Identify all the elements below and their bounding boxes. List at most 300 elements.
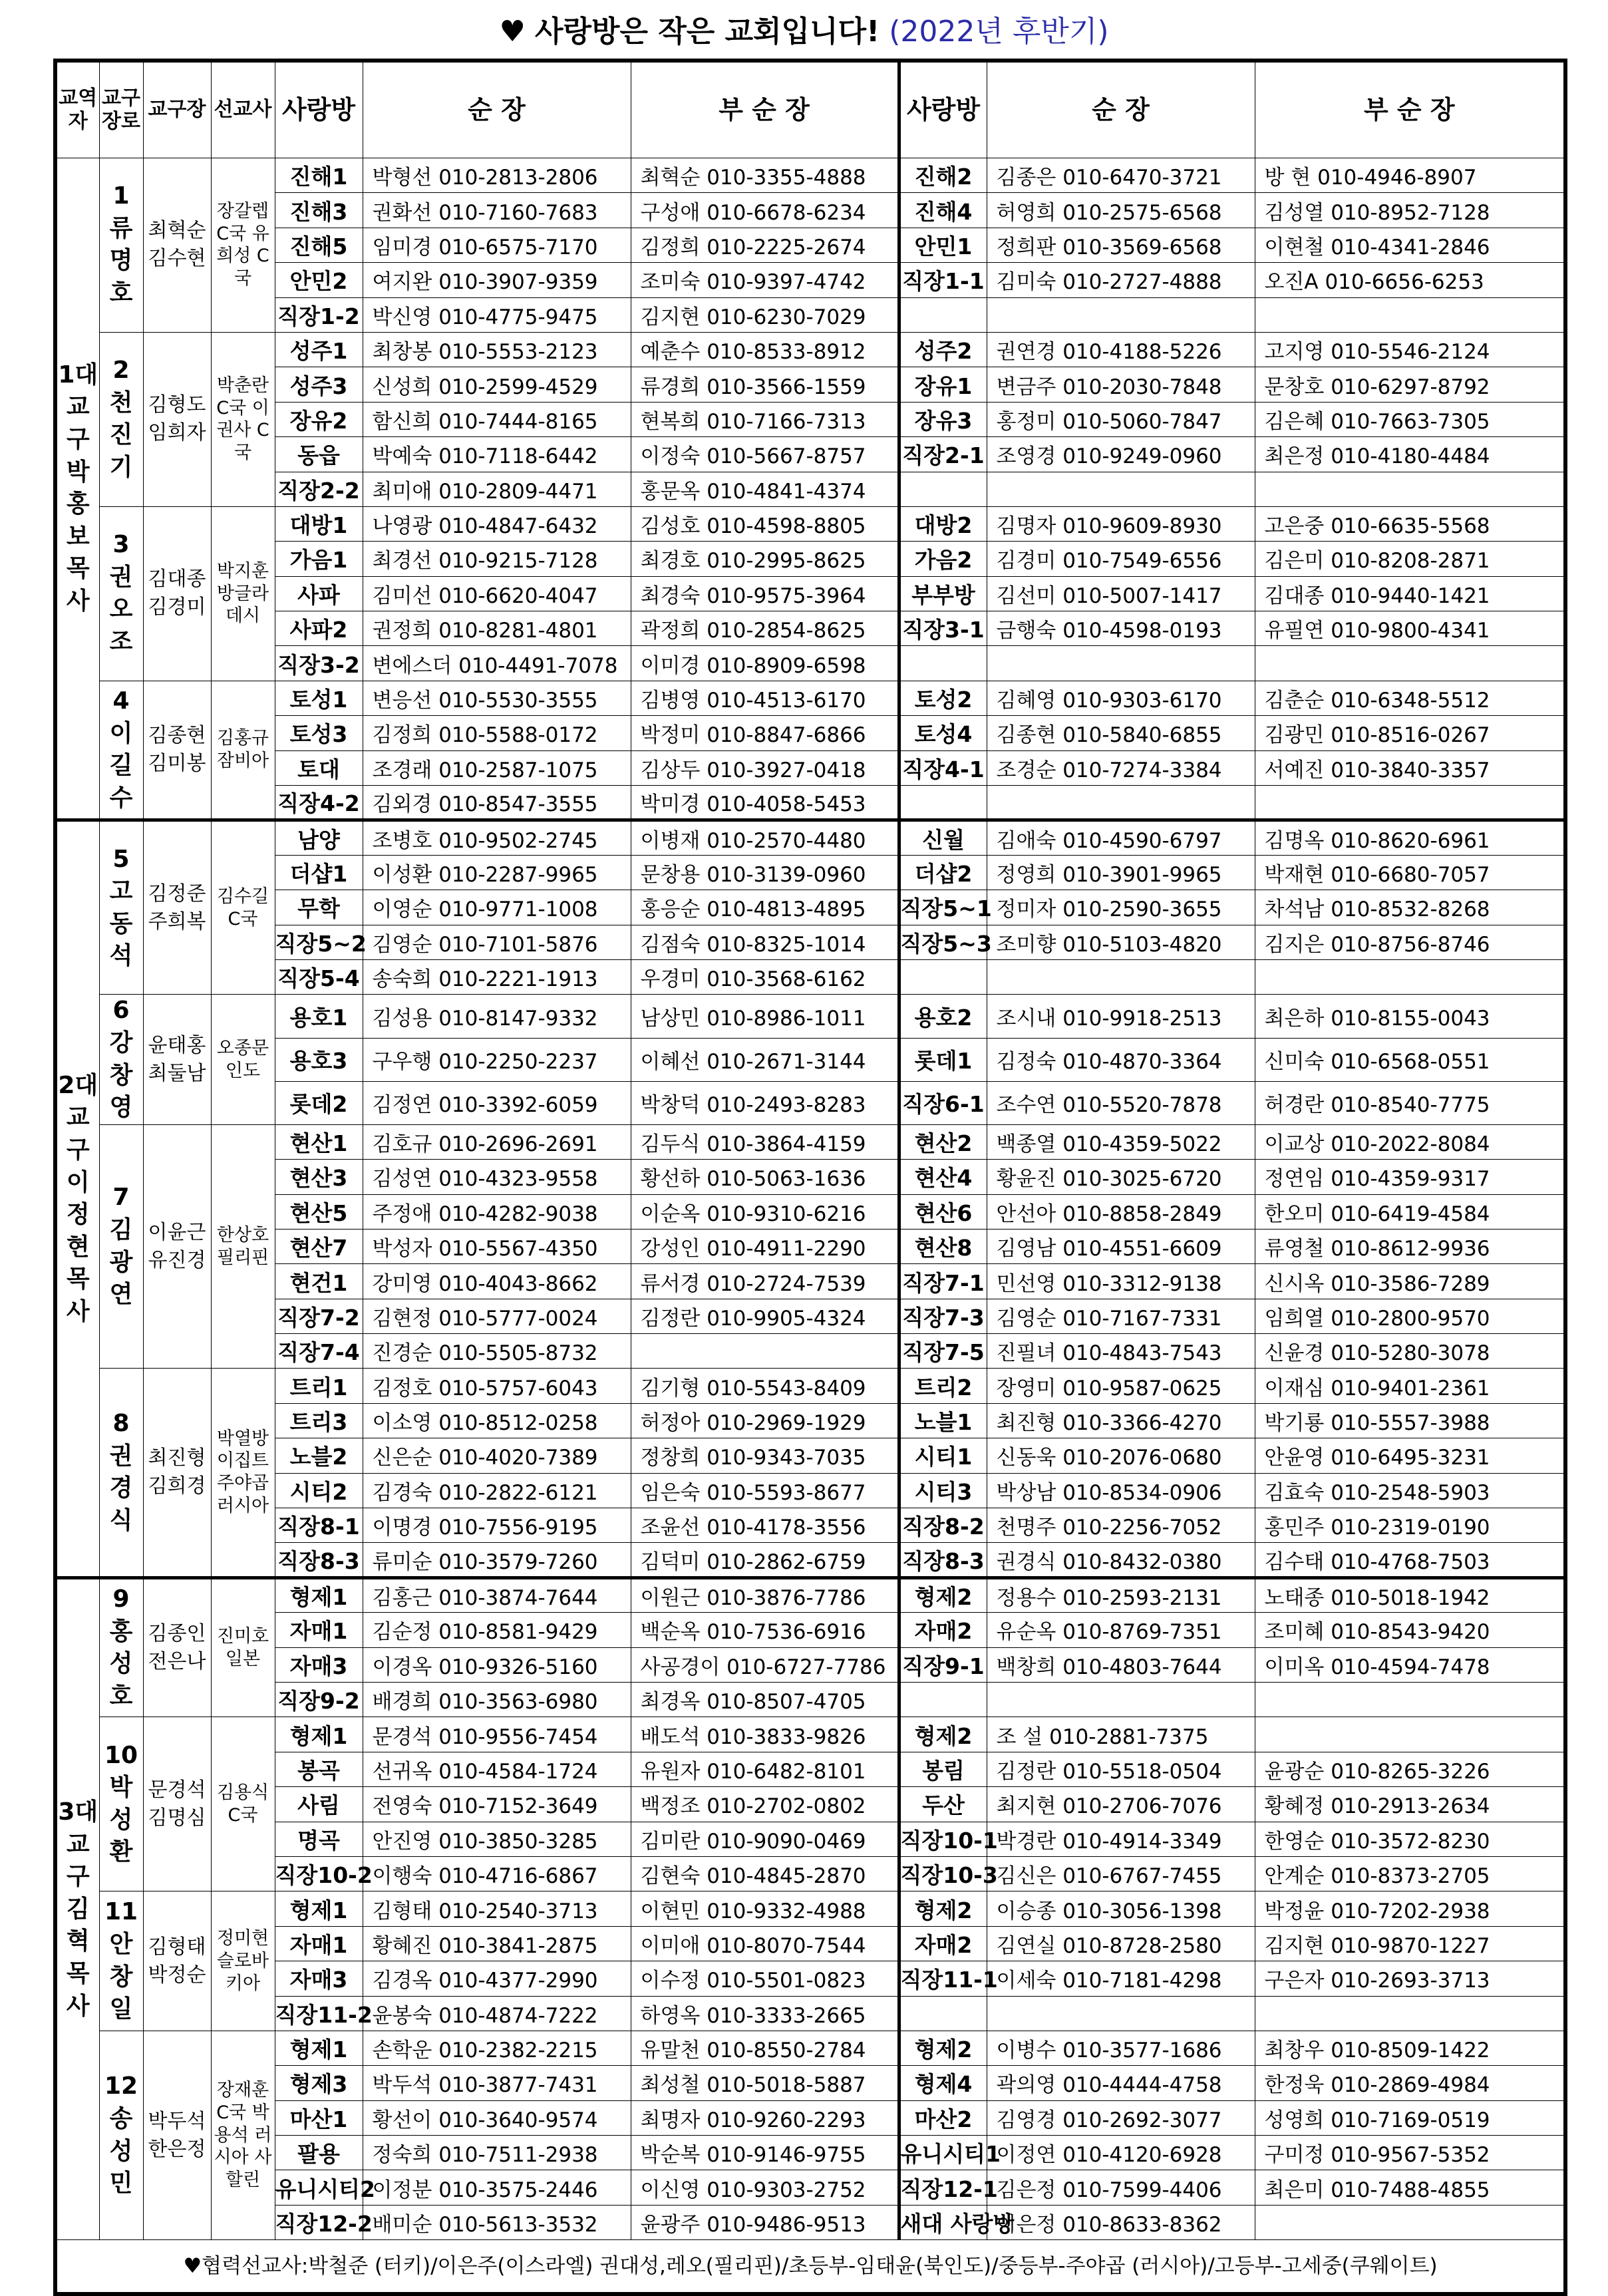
assistant-cell: 김두식 010-3864-4159 — [631, 1124, 899, 1159]
directory-body — [55, 158, 1565, 2240]
leader-cell: 이소영 010-8512-0258 — [363, 1403, 631, 1438]
table-row — [55, 995, 1565, 1038]
leader-cell: 배미순 010-5613-3532 — [363, 2205, 631, 2239]
leader-cell: 천명주 010-2256-7052 — [987, 1508, 1255, 1543]
group-name-cell: 직장4-2 — [275, 786, 363, 820]
assistant-cell: 김광민 010-8516-0267 — [1255, 716, 1565, 750]
assistant-cell: 박창덕 010-2493-8283 — [631, 1081, 899, 1124]
group-name-cell: 직장2-2 — [275, 472, 363, 506]
group-name-cell: 형제1 — [275, 1717, 363, 1752]
assistant-cell: 김지은 010-8756-8746 — [1255, 925, 1565, 959]
parish-head-cell: 김형도 임희자 — [143, 332, 211, 506]
table-row — [55, 2205, 1565, 2239]
assistant-cell: 안계순 010-8373-2705 — [1255, 1856, 1565, 1891]
table-row — [55, 193, 1565, 228]
header-parish-head: 교구장 — [143, 61, 211, 158]
assistant-cell: 사공경이 010-6727-7786 — [631, 1647, 899, 1682]
assistant-cell: 최성철 010-5018-5887 — [631, 2066, 899, 2100]
group-name-cell: 대방1 — [275, 506, 363, 541]
assistant-cell: 박정윤 010-7202-2938 — [1255, 1891, 1565, 1926]
leader-cell: 이영순 010-9771-1008 — [363, 890, 631, 925]
group-name-cell: 자매2 — [899, 1926, 987, 1961]
assistant-cell — [1255, 2205, 1565, 2239]
group-name-cell: 형제2 — [899, 1891, 987, 1926]
assistant-cell: 최은미 010-7488-4855 — [1255, 2170, 1565, 2205]
group-name-cell: 진해3 — [275, 193, 363, 228]
group-name-cell: 현산8 — [899, 1229, 987, 1263]
group-name-cell: 직장3-2 — [275, 646, 363, 681]
table-row — [55, 1926, 1565, 1961]
page-title — [0, 11, 1608, 53]
group-name-cell: 직장8-3 — [899, 1543, 987, 1577]
assistant-cell: 최은하 010-8155-0043 — [1255, 995, 1565, 1038]
zone-leader-cell: 2 천진기 — [99, 332, 143, 506]
group-name-cell: 직장10-1 — [899, 1822, 987, 1856]
group-name-cell: 직장7-3 — [899, 1299, 987, 1333]
assistant-cell: 배도석 010-3833-9826 — [631, 1717, 899, 1752]
assistant-cell: 조윤선 010-4178-3556 — [631, 1508, 899, 1543]
group-name-cell: 시티1 — [899, 1438, 987, 1473]
leader-cell: 박상남 010-8534-0906 — [987, 1473, 1255, 1508]
table-row — [55, 1822, 1565, 1856]
assistant-cell: 최경호 010-2995-8625 — [631, 542, 899, 576]
parish-head-cell: 윤태홍 최둘남 — [143, 995, 211, 1124]
table-row — [55, 2170, 1565, 2205]
group-name-cell: 신월 — [899, 820, 987, 855]
zone-leader-cell: 12 송성민 — [99, 2031, 143, 2239]
assistant-cell: 류영철 010-8612-9936 — [1255, 1229, 1565, 1263]
group-name-cell: 직장10-3 — [899, 1856, 987, 1891]
directory-table-wrapper — [53, 59, 1563, 2296]
group-name-cell: 형제1 — [275, 2031, 363, 2065]
leader-cell: 조시내 010-9918-2513 — [987, 995, 1255, 1038]
group-name-cell: 용호2 — [899, 995, 987, 1038]
leader-cell — [987, 1996, 1255, 2031]
assistant-cell: 김정란 010-9905-4324 — [631, 1299, 899, 1333]
leader-cell: 장영미 010-9587-0625 — [987, 1369, 1255, 1403]
assistant-cell: 이교상 010-2022-8084 — [1255, 1124, 1565, 1159]
assistant-cell: 김효숙 010-2548-5903 — [1255, 1473, 1565, 1508]
table-row — [55, 1038, 1565, 1081]
leader-cell: 변응선 010-5530-3555 — [363, 681, 631, 715]
leader-cell: 박형선 010-2813-2806 — [363, 158, 631, 193]
missionary-cell: 김수길 C국 — [211, 820, 275, 995]
table-row — [55, 1752, 1565, 1786]
leader-cell: 신성희 010-2599-4529 — [363, 367, 631, 402]
leader-cell: 박예숙 010-7118-6442 — [363, 437, 631, 472]
assistant-cell: 홍응순 010-4813-4895 — [631, 890, 899, 925]
assistant-cell: 신미숙 010-6568-0551 — [1255, 1038, 1565, 1081]
assistant-cell: 유원자 010-6482-8101 — [631, 1752, 899, 1786]
zone-leader-cell: 3 권오조 — [99, 506, 143, 681]
group-name-cell: 직장11-2 — [275, 1996, 363, 2031]
leader-cell: 김홍근 010-3874-7644 — [363, 1577, 631, 1612]
leader-cell: 김정희 010-5588-0172 — [363, 716, 631, 750]
zone-leader-cell: 11 안창일 — [99, 1891, 143, 2031]
leader-cell: 권화선 010-7160-7683 — [363, 193, 631, 228]
table-row — [55, 611, 1565, 646]
assistant-cell: 고지영 010-5546-2124 — [1255, 332, 1565, 367]
assistant-cell: 문창호 010-6297-8792 — [1255, 367, 1565, 402]
parish-head-cell: 김종인 전은나 — [143, 1577, 211, 1717]
group-name-cell: 직장7-2 — [275, 1299, 363, 1333]
group-name-cell: 직장8-2 — [899, 1508, 987, 1543]
leader-cell: 유순옥 010-8769-7351 — [987, 1613, 1255, 1647]
assistant-cell: 고은중 010-6635-5568 — [1255, 506, 1565, 541]
group-name-cell: 유니시티1 — [899, 2136, 987, 2170]
leader-cell: 박두석 010-3877-7431 — [363, 2066, 631, 2100]
group-name-cell: 직장9-1 — [899, 1647, 987, 1682]
assistant-cell: 허정아 010-2969-1929 — [631, 1403, 899, 1438]
assistant-cell: 박미경 010-4058-5453 — [631, 786, 899, 820]
leader-cell: 전영숙 010-7152-3649 — [363, 1787, 631, 1822]
assistant-cell: 김정희 010-2225-2674 — [631, 228, 899, 262]
assistant-cell: 이재심 010-9401-2361 — [1255, 1369, 1565, 1403]
group-name-cell: 사림 — [275, 1787, 363, 1822]
leader-cell: 김호규 010-2696-2691 — [363, 1124, 631, 1159]
assistant-cell: 서예진 010-3840-3357 — [1255, 750, 1565, 785]
group-name-cell: 가음2 — [899, 542, 987, 576]
header-leader: 순 장 — [363, 61, 631, 158]
leader-cell: 김순정 010-8581-9429 — [363, 1613, 631, 1647]
leader-cell — [987, 646, 1255, 681]
leader-cell: 권경식 010-8432-0380 — [987, 1543, 1255, 1577]
table-row — [55, 1334, 1565, 1369]
group-name-cell: 형제2 — [899, 1577, 987, 1612]
assistant-cell: 문창용 010-3139-0960 — [631, 855, 899, 890]
assistant-cell: 노태종 010-5018-1942 — [1255, 1577, 1565, 1612]
group-name-cell: 현산6 — [899, 1194, 987, 1229]
group-name-cell: 직장1-1 — [899, 263, 987, 297]
table-row — [55, 1160, 1565, 1194]
assistant-cell: 하영옥 010-3333-2665 — [631, 1996, 899, 2031]
table-row — [55, 1543, 1565, 1577]
group-name-cell: 성주3 — [275, 367, 363, 402]
assistant-cell: 우경미 010-3568-6162 — [631, 959, 899, 994]
assistant-cell: 곽정희 010-2854-8625 — [631, 611, 899, 646]
assistant-cell: 성영희 010-7169-0519 — [1255, 2100, 1565, 2135]
group-name-cell: 형제1 — [275, 1891, 363, 1926]
table-row — [55, 297, 1565, 332]
assistant-cell: 박순복 010-9146-9755 — [631, 2136, 899, 2170]
group-name-cell: 시티2 — [275, 1473, 363, 1508]
group-name-cell: 용호3 — [275, 1038, 363, 1081]
leader-cell: 김미선 010-6620-4047 — [363, 576, 631, 611]
header-row — [55, 61, 1565, 158]
table-row — [55, 367, 1565, 402]
header-district-pastor: 교역자 — [55, 61, 99, 158]
leader-cell: 박성자 010-5567-4350 — [363, 1229, 631, 1263]
group-name-cell: 장유1 — [899, 367, 987, 402]
assistant-cell: 최경숙 010-9575-3964 — [631, 576, 899, 611]
leader-cell: 이승종 010-3056-1398 — [987, 1891, 1255, 1926]
assistant-cell: 한정욱 010-2869-4984 — [1255, 2066, 1565, 2100]
header-missionary: 선교사 — [211, 61, 275, 158]
assistant-cell: 김수태 010-4768-7503 — [1255, 1543, 1565, 1577]
group-name-cell: 현산1 — [275, 1124, 363, 1159]
leader-cell: 문경석 010-9556-7454 — [363, 1717, 631, 1752]
table-row — [55, 263, 1565, 297]
assistant-cell: 윤광순 010-8265-3226 — [1255, 1752, 1565, 1786]
assistant-cell: 류경희 010-3566-1559 — [631, 367, 899, 402]
table-row — [55, 1194, 1565, 1229]
leader-cell: 조영경 010-9249-0960 — [987, 437, 1255, 472]
missionary-cell: 장갈렙 C국 유희성 C국 — [211, 158, 275, 333]
header-leader-2: 순 장 — [987, 61, 1255, 158]
leader-cell: 김혜영 010-9303-6170 — [987, 681, 1255, 715]
group-name-cell: 형제4 — [899, 2066, 987, 2100]
leader-cell: 황혜진 010-3841-2875 — [363, 1926, 631, 1961]
leader-cell: 최창봉 010-5553-2123 — [363, 332, 631, 367]
group-name-cell: 토성4 — [899, 716, 987, 750]
leader-cell: 안진영 010-3850-3285 — [363, 1822, 631, 1856]
group-name-cell: 직장8-1 — [275, 1508, 363, 1543]
assistant-cell: 최명자 010-9260-2293 — [631, 2100, 899, 2135]
table-row — [55, 1229, 1565, 1263]
leader-cell: 변에스더 010-4491-7078 — [363, 646, 631, 681]
parish-head-cell: 김종현 김미봉 — [143, 681, 211, 820]
zone-leader-cell: 7 김광연 — [99, 1124, 143, 1369]
leader-cell: 이정분 010-3575-2446 — [363, 2170, 631, 2205]
leader-cell: 안선아 010-8858-2849 — [987, 1194, 1255, 1229]
group-name-cell: 명곡 — [275, 1822, 363, 1856]
leader-cell: 민선영 010-3312-9138 — [987, 1264, 1255, 1299]
missionary-cell: 정미현 슬로바키아 — [211, 1891, 275, 2031]
parish-head-cell: 김형태 박정순 — [143, 1891, 211, 2031]
group-name-cell: 동읍 — [275, 437, 363, 472]
assistant-cell: 김명옥 010-8620-6961 — [1255, 820, 1565, 855]
group-name-cell: 성주1 — [275, 332, 363, 367]
leader-cell — [987, 472, 1255, 506]
leader-cell: 김성연 010-4323-9558 — [363, 1160, 631, 1194]
leader-cell: 김영순 010-7167-7331 — [987, 1299, 1255, 1333]
group-name-cell: 진해5 — [275, 228, 363, 262]
table-row — [55, 925, 1565, 959]
assistant-cell: 김지현 010-9870-1227 — [1255, 1926, 1565, 1961]
leader-cell: 조수연 010-5520-7878 — [987, 1081, 1255, 1124]
leader-cell — [987, 1683, 1255, 1717]
leader-cell: 이행숙 010-4716-6867 — [363, 1856, 631, 1891]
leader-cell: 이성환 010-2287-9965 — [363, 855, 631, 890]
leader-cell: 류미순 010-3579-7260 — [363, 1543, 631, 1577]
parish-head-cell: 이윤근 유진경 — [143, 1124, 211, 1369]
leader-cell: 조경순 010-7274-3384 — [987, 750, 1255, 785]
group-name-cell: 진해2 — [899, 158, 987, 193]
assistant-cell: 김현숙 010-4845-2870 — [631, 1856, 899, 1891]
district-pastor-cell: 2대교구 이정현 목사 — [55, 820, 99, 1577]
group-name-cell: 토대 — [275, 750, 363, 785]
group-name-cell: 직장5-4 — [275, 959, 363, 994]
assistant-cell: 김덕미 010-2862-6759 — [631, 1543, 899, 1577]
assistant-cell: 이현민 010-9332-4988 — [631, 1891, 899, 1926]
assistant-cell: 류서경 010-2724-7539 — [631, 1264, 899, 1299]
assistant-cell: 박기룡 010-5557-3988 — [1255, 1403, 1565, 1438]
leader-cell: 진필녀 010-4843-7543 — [987, 1334, 1255, 1369]
table-row — [55, 750, 1565, 785]
assistant-cell: 이원근 010-3876-7786 — [631, 1577, 899, 1612]
header-assistant-2: 부 순 장 — [1255, 61, 1565, 158]
leader-cell: 백종열 010-4359-5022 — [987, 1124, 1255, 1159]
assistant-cell: 정창희 010-9343-7035 — [631, 1438, 899, 1473]
leader-cell — [987, 786, 1255, 820]
assistant-cell: 이순옥 010-9310-6216 — [631, 1194, 899, 1229]
group-name-cell: 안민1 — [899, 228, 987, 262]
table-row — [55, 576, 1565, 611]
assistant-cell — [1255, 786, 1565, 820]
leader-cell: 강미영 010-4043-8662 — [363, 1264, 631, 1299]
assistant-cell: 구은자 010-2693-3713 — [1255, 1961, 1565, 1996]
missionary-cell: 박지훈 방글라데시 — [211, 506, 275, 681]
group-name-cell: 성주2 — [899, 332, 987, 367]
missionary-cell: 오종문 인도 — [211, 995, 275, 1124]
missionary-cell: 진미호 일본 — [211, 1577, 275, 1717]
table-row — [55, 1473, 1565, 1508]
group-name-cell: 유니시티2 — [275, 2170, 363, 2205]
leader-cell: 이경옥 010-9326-5160 — [363, 1647, 631, 1682]
group-name-cell: 직장9-2 — [275, 1683, 363, 1717]
group-name-cell: 진해4 — [899, 193, 987, 228]
group-name-cell — [899, 786, 987, 820]
group-name-cell: 노블2 — [275, 1438, 363, 1473]
header-zone-leader: 교구장로 — [99, 61, 143, 158]
leader-cell: 백창희 010-4803-7644 — [987, 1647, 1255, 1682]
zone-leader-cell: 1 류명호 — [99, 158, 143, 333]
table-row — [55, 158, 1565, 193]
table-row — [55, 890, 1565, 925]
table-row — [55, 1508, 1565, 1543]
assistant-cell — [1255, 1996, 1565, 2031]
group-name-cell: 현산3 — [275, 1160, 363, 1194]
group-name-cell: 새대 사랑방 — [899, 2205, 987, 2239]
group-name-cell: 현산7 — [275, 1229, 363, 1263]
assistant-cell: 임희열 010-2800-9570 — [1255, 1299, 1565, 1333]
assistant-cell: 박정미 010-8847-6866 — [631, 716, 899, 750]
table-row — [55, 1996, 1565, 2031]
zone-leader-cell: 6 강창영 — [99, 995, 143, 1124]
assistant-cell: 이현철 010-4341-2846 — [1255, 228, 1565, 262]
leader-cell: 김형태 010-2540-3713 — [363, 1891, 631, 1926]
table-row — [55, 437, 1565, 472]
leader-cell: 김영순 010-7101-5876 — [363, 925, 631, 959]
leader-cell: 허영희 010-2575-6568 — [987, 193, 1255, 228]
assistant-cell: 김점숙 010-8325-1014 — [631, 925, 899, 959]
assistant-cell: 신시옥 010-3586-7289 — [1255, 1264, 1565, 1299]
assistant-cell: 임은숙 010-5593-8677 — [631, 1473, 899, 1508]
assistant-cell: 김상두 010-3927-0418 — [631, 750, 899, 785]
assistant-cell: 황선하 010-5063-1636 — [631, 1160, 899, 1194]
table-row — [55, 2066, 1565, 2100]
group-name-cell: 형제1 — [275, 1577, 363, 1612]
assistant-cell: 박재현 010-6680-7057 — [1255, 855, 1565, 890]
assistant-cell: 김은미 010-8208-2871 — [1255, 542, 1565, 576]
group-name-cell: 직장3-1 — [899, 611, 987, 646]
group-name-cell: 시티3 — [899, 1473, 987, 1508]
leader-cell: 박신영 010-4775-9475 — [363, 297, 631, 332]
group-name-cell: 현산5 — [275, 1194, 363, 1229]
district-pastor-cell: 1대교구 박홍보 목사 — [55, 158, 99, 820]
leader-cell: 김정란 010-5518-0504 — [987, 1752, 1255, 1786]
table-row — [55, 2136, 1565, 2170]
leader-cell: 이은정 010-8633-8362 — [987, 2205, 1255, 2239]
leader-cell: 박경란 010-4914-3349 — [987, 1822, 1255, 1856]
group-name-cell: 마산2 — [899, 2100, 987, 2135]
group-name-cell: 자매3 — [275, 1647, 363, 1682]
leader-cell: 정희판 010-3569-6568 — [987, 228, 1255, 262]
group-name-cell: 무학 — [275, 890, 363, 925]
group-name-cell: 트리1 — [275, 1369, 363, 1403]
assistant-cell: 백순옥 010-7536-6916 — [631, 1613, 899, 1647]
leader-cell: 나영광 010-4847-6432 — [363, 506, 631, 541]
group-name-cell: 직장1-2 — [275, 297, 363, 332]
group-name-cell: 자매1 — [275, 1613, 363, 1647]
table-row — [55, 1683, 1565, 1717]
leader-cell: 신동욱 010-2076-0680 — [987, 1438, 1255, 1473]
group-name-cell: 사파2 — [275, 611, 363, 646]
leader-cell: 조미향 010-5103-4820 — [987, 925, 1255, 959]
assistant-cell: 현복희 010-7166-7313 — [631, 402, 899, 436]
group-name-cell — [899, 959, 987, 994]
group-name-cell: 토성2 — [899, 681, 987, 715]
heart-icon: ♥ — [499, 15, 526, 49]
table-row — [55, 1369, 1565, 1403]
leader-cell: 주정애 010-4282-9038 — [363, 1194, 631, 1229]
leader-cell: 황윤진 010-3025-6720 — [987, 1160, 1255, 1194]
group-name-cell — [899, 297, 987, 332]
assistant-cell: 조미혜 010-8543-9420 — [1255, 1613, 1565, 1647]
table-row — [55, 1717, 1565, 1752]
leader-cell: 김외경 010-8547-3555 — [363, 786, 631, 820]
leader-cell: 신은순 010-4020-7389 — [363, 1438, 631, 1473]
assistant-cell: 유말천 010-8550-2784 — [631, 2031, 899, 2065]
group-name-cell: 직장5~1 — [899, 890, 987, 925]
leader-cell: 김미숙 010-2727-4888 — [987, 263, 1255, 297]
leader-cell: 윤봉숙 010-4874-7222 — [363, 1996, 631, 2031]
assistant-cell: 이미애 010-8070-7544 — [631, 1926, 899, 1961]
table-row — [55, 1856, 1565, 1891]
leader-cell: 황선이 010-3640-9574 — [363, 2100, 631, 2135]
parish-head-cell: 최진형 김희경 — [143, 1369, 211, 1577]
zone-leader-cell: 10 박성환 — [99, 1717, 143, 1891]
group-name-cell: 대방2 — [899, 506, 987, 541]
leader-cell: 최지현 010-2706-7076 — [987, 1787, 1255, 1822]
assistant-cell: 김성호 010-4598-8805 — [631, 506, 899, 541]
table-row — [55, 1438, 1565, 1473]
zone-leader-cell: 9 홍성호 — [99, 1577, 143, 1717]
assistant-cell: 차석남 010-8532-8268 — [1255, 890, 1565, 925]
leader-cell: 김경미 010-7549-6556 — [987, 542, 1255, 576]
missionary-cell: 박춘란 C국 이권사 C국 — [211, 332, 275, 506]
table-row — [55, 1787, 1565, 1822]
assistant-cell: 조미숙 010-9397-4742 — [631, 263, 899, 297]
leader-cell: 정용수 010-2593-2131 — [987, 1577, 1255, 1612]
table-row — [55, 820, 1565, 855]
title-main: 사랑방은 작은 교회입니다! — [534, 15, 880, 49]
group-name-cell: 안민2 — [275, 263, 363, 297]
leader-cell: 김현정 010-5777-0024 — [363, 1299, 631, 1333]
assistant-cell: 윤광주 010-9486-9513 — [631, 2205, 899, 2239]
assistant-cell — [1255, 297, 1565, 332]
table-row — [55, 402, 1565, 436]
group-name-cell: 노블1 — [899, 1403, 987, 1438]
group-name-cell — [899, 472, 987, 506]
missionary-cell: 장재훈 C국 박용석 러시아 사할린 — [211, 2031, 275, 2239]
leader-cell: 김정숙 010-4870-3364 — [987, 1038, 1255, 1081]
parish-head-cell: 김대종 김경미 — [143, 506, 211, 681]
group-name-cell: 직장7-5 — [899, 1334, 987, 1369]
assistant-cell: 김병영 010-4513-6170 — [631, 681, 899, 715]
table-row — [55, 646, 1565, 681]
parish-head-cell: 문경석 김명심 — [143, 1717, 211, 1891]
